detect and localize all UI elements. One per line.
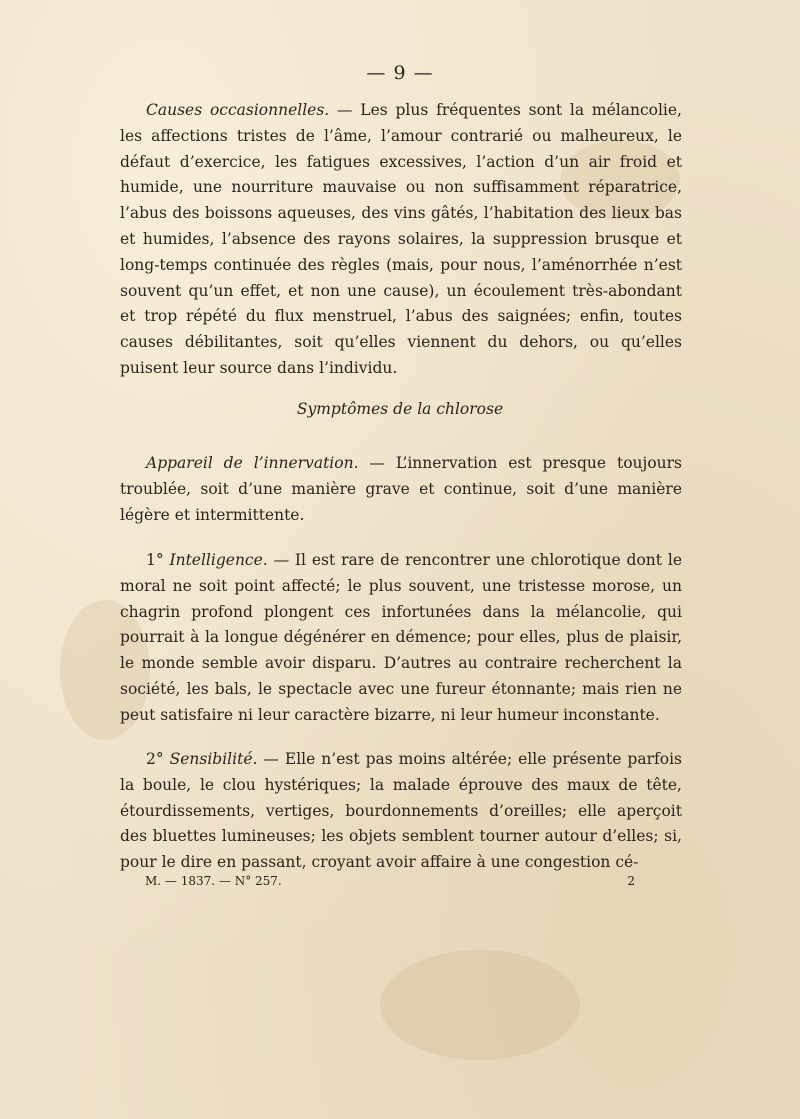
page-number: — 9 — <box>366 62 434 84</box>
paragraph-text: — L’innervation est presque toujours troublée, soit d’une manière grave et continue, soit d’une manière légère et intermittente. <box>120 454 682 524</box>
item-number: 1° <box>146 551 170 569</box>
section-heading: Symptômes de la chlorose <box>296 400 504 418</box>
paragraph-intelligence <box>120 548 682 729</box>
sheet-number: 2 <box>627 874 635 888</box>
paragraph-causes <box>120 98 682 382</box>
paragraph-text: — Il est rare de rencontrer une chlorotique dont le moral ne soit point affecté; le plus souvent, une tristesse morose, un chagrin profond plongent ces infortunées dans la mélancolie, qui pourrait à la longue dégénérer en démence; pour elles, plus de plaisir, le monde semble avoir disparu. D’autres au contraire recherchent la société, les bals, le spectacle avec une fureur étonnante; mais rien ne peut satisfaire ni leur caractère bizarre, ni leur humeur inconstante. <box>120 551 682 724</box>
paragraph-text: — Les plus fréquentes sont la mélancolie, les affections tristes de l’âme, l’amour contrarié ou malheureux, le défaut d’exercice, les fatigues excessives, l’action d’un air froid et humide, une nourriture mauvaise ou non suffisamment réparatrice, l’abus des boissons aqueuses, des vins gâtés, l’habitation des lieux bas et humides, l’absence des rayons solaires, la suppression brusque et long-temps continuée des règles (mais, pour nous, l’aménorrhée n’est souvent qu’un effet, et non une cause), un écoulement très-abondant et trop répété du flux menstruel, l’abus des saignées; enfin, toutes causes débilitantes, soit qu’elles viennent du dehors, ou qu’elles puisent leur source dans l’individu. <box>120 101 682 377</box>
paragraph-lead: Intelligence. <box>169 551 268 569</box>
paragraph-text: — Elle n’est pas moins altérée; elle présente parfois la boule, le clou hystériques; la malade éprouve des maux de tête, étourdissements, vertiges, bourdonnements d’oreilles; elle aperçoit des bluettes lumineuses; les objets semblent tourner autour d’elles; si, pour le dire en passant, croyant avoir affaire à une congestion cé- <box>120 750 682 872</box>
paragraph-sensibilite <box>120 747 682 876</box>
printer-signature: M. — 1837. — N° 257. <box>145 874 282 888</box>
paragraph-lead: Sensibilité. <box>169 750 258 768</box>
paragraph-lead: Causes occasionnelles. <box>146 101 330 119</box>
item-number: 2° <box>146 750 170 768</box>
paper-stain <box>380 950 580 1060</box>
paragraph-innervation <box>120 451 682 528</box>
paragraph-lead: Appareil de l’innervation. <box>146 454 359 472</box>
